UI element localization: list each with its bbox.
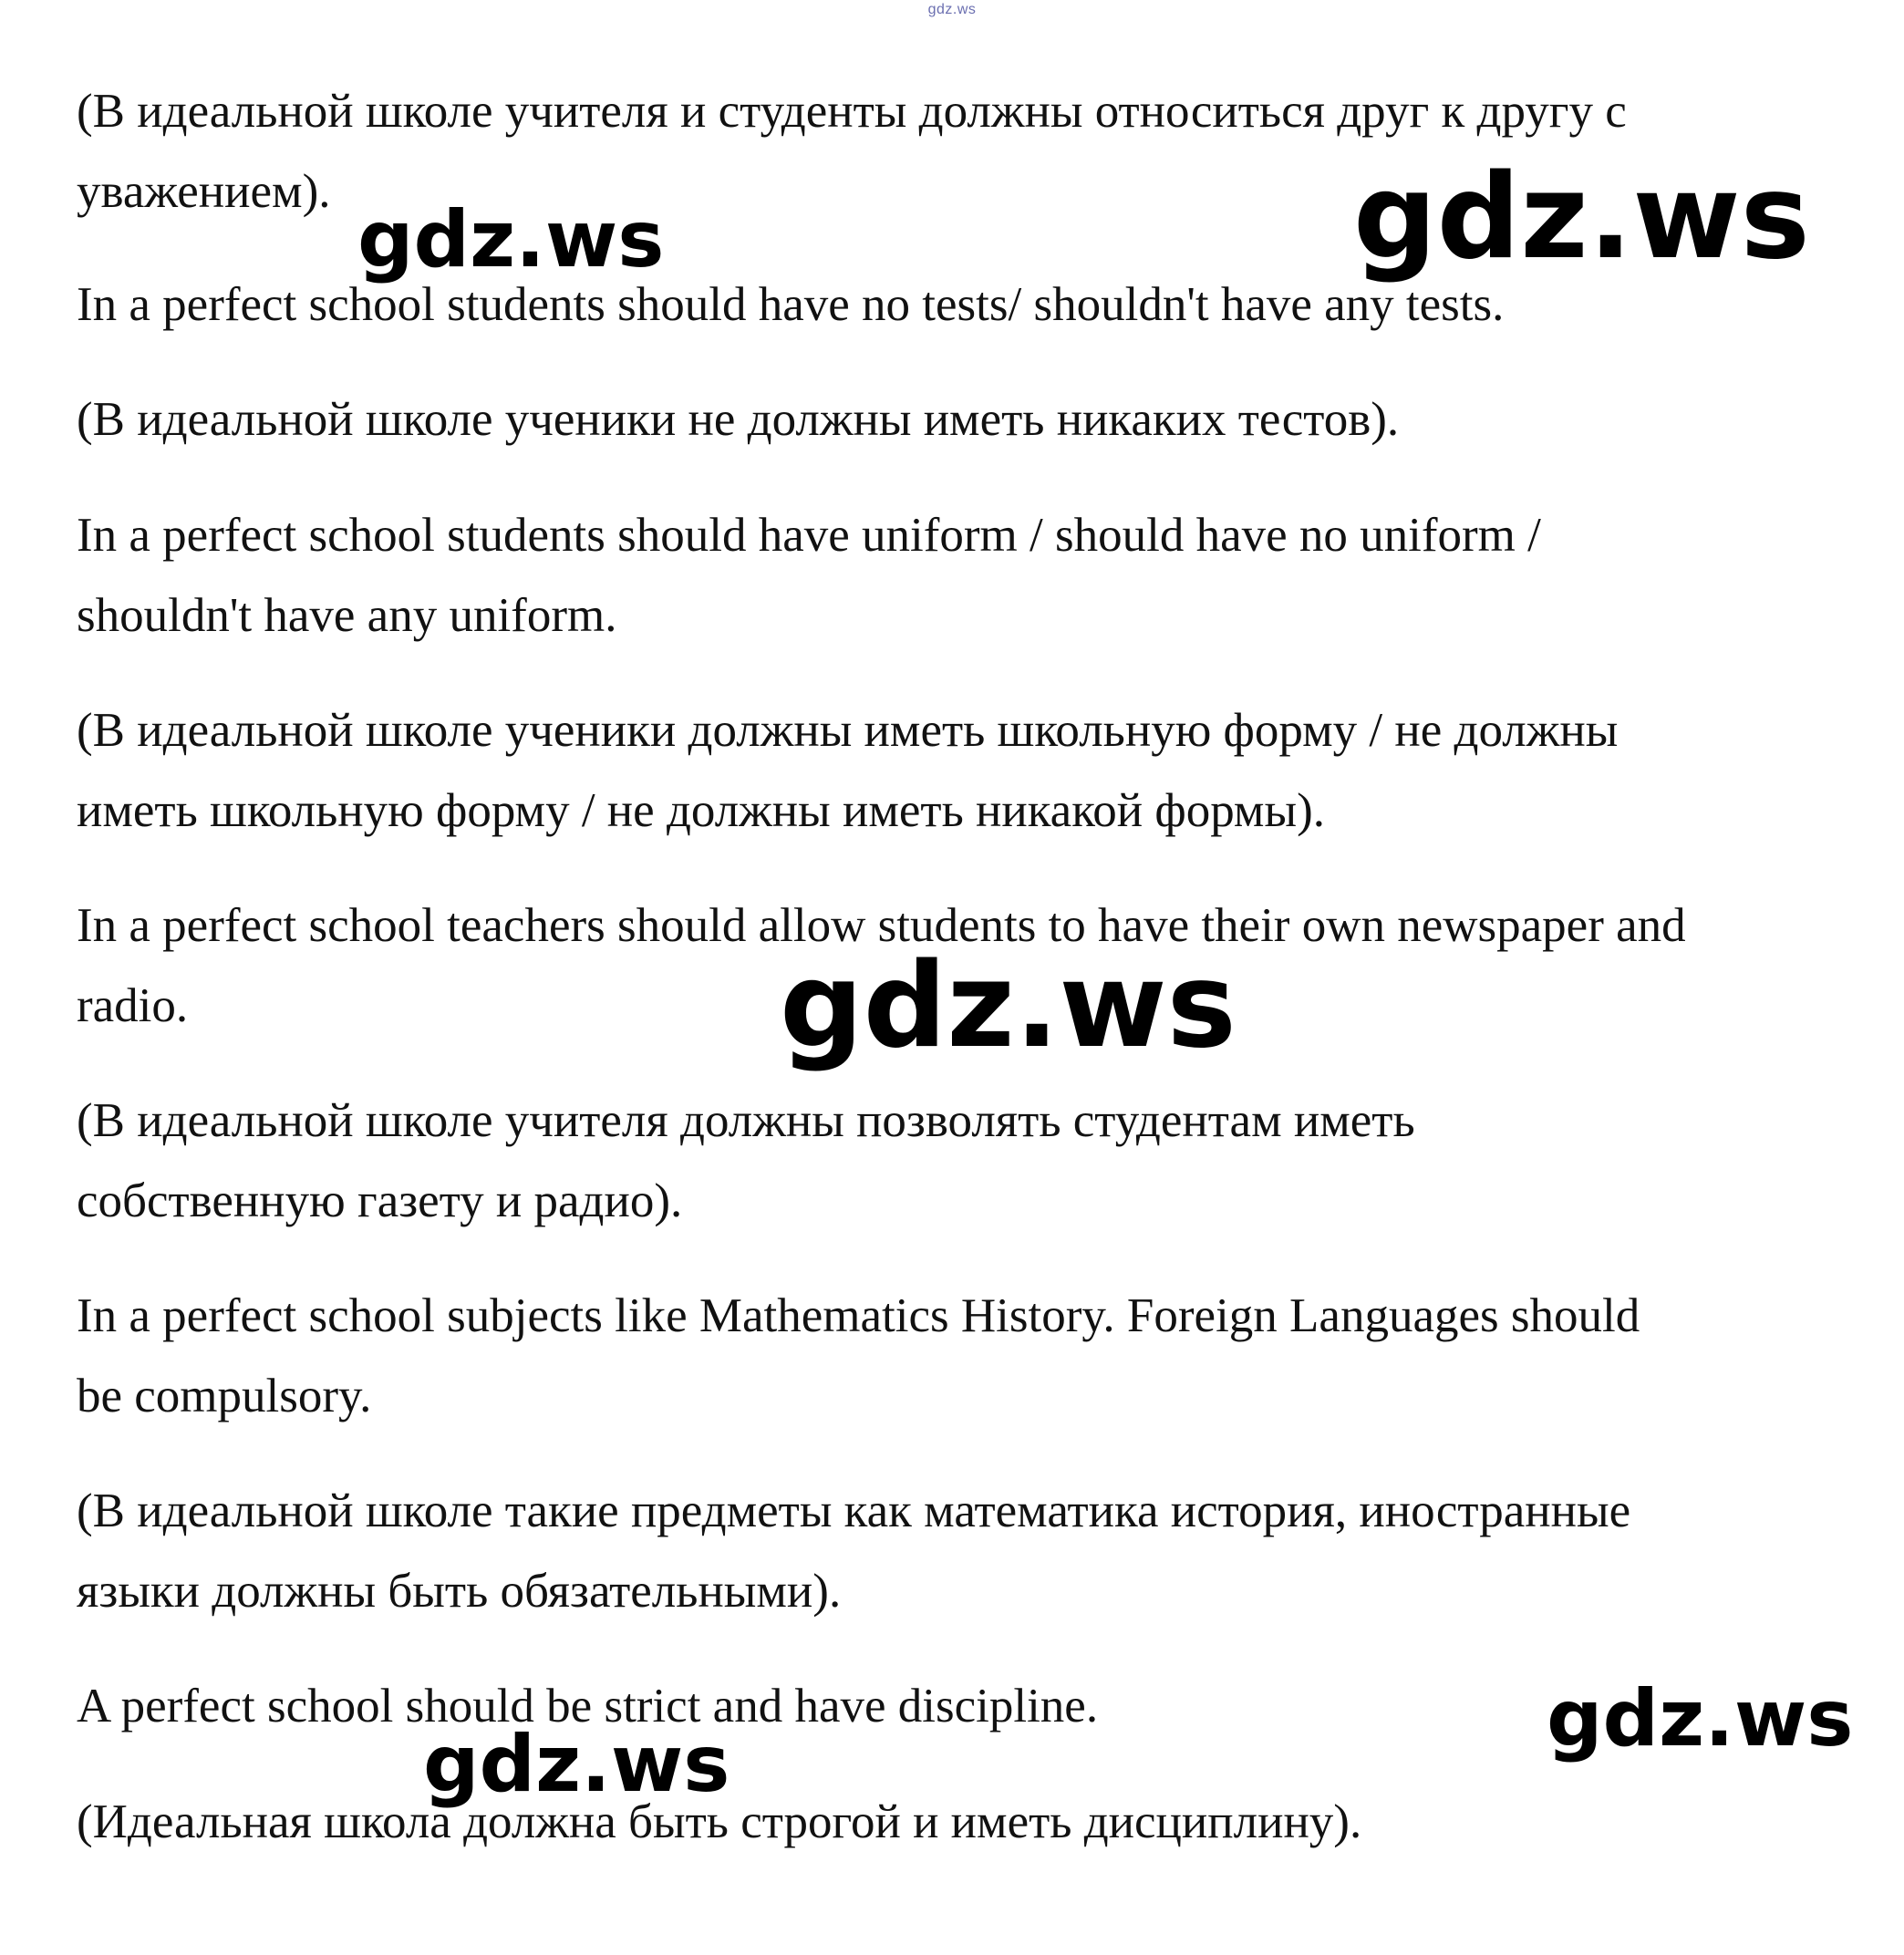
text-line: (Идеальная школа должна быть строгой и иметь дисциплину). xyxy=(77,1795,1362,1848)
text-line: In a perfect school students should have uniform / should have no uniform / xyxy=(77,509,1541,562)
text-line: (В идеальной школе ученики не должны иметь никаких тестов). xyxy=(77,393,1400,446)
text-line: языки должны быть обязательными). xyxy=(77,1565,842,1618)
watermark: gdz.ws xyxy=(1353,150,1810,285)
text-line: (В идеальной школе учителя и студенты должны относиться друг к другу с xyxy=(77,85,1627,138)
text-line: be compulsory. xyxy=(77,1370,372,1422)
watermark: gdz.ws xyxy=(423,1719,730,1810)
text-line: In a perfect school subjects like Mathematics History. Foreign Languages should xyxy=(77,1289,1640,1342)
text-line: shouldn't have any uniform. xyxy=(77,589,617,642)
text-line: (В идеальной школе учителя должны позволять студентам иметь xyxy=(77,1094,1415,1147)
site-mark: gdz.ws xyxy=(927,2,977,17)
watermark: gdz.ws xyxy=(1547,1673,1854,1764)
watermark: gdz.ws xyxy=(357,194,665,285)
text-line: собственную газету и радио). xyxy=(77,1174,683,1227)
text-line: A perfect school should be strict and have discipline. xyxy=(77,1680,1099,1733)
text-line: иметь школьную форму / не должны иметь никакой формы). xyxy=(77,784,1325,837)
text-line: (В идеальной школе такие предметы как математика история, иностранные xyxy=(77,1484,1631,1537)
text-line: уважением). xyxy=(77,165,331,218)
text-line: radio. xyxy=(77,979,189,1032)
text-line: (В идеальной школе ученики должны иметь школьную форму / не должны xyxy=(77,704,1619,757)
text-line: In a perfect school teachers should allow students to have their own newspaper and xyxy=(77,899,1686,952)
text-line: In a perfect school students should have no tests/ shouldn't have any tests. xyxy=(77,278,1505,331)
watermark: gdz.ws xyxy=(780,938,1237,1074)
